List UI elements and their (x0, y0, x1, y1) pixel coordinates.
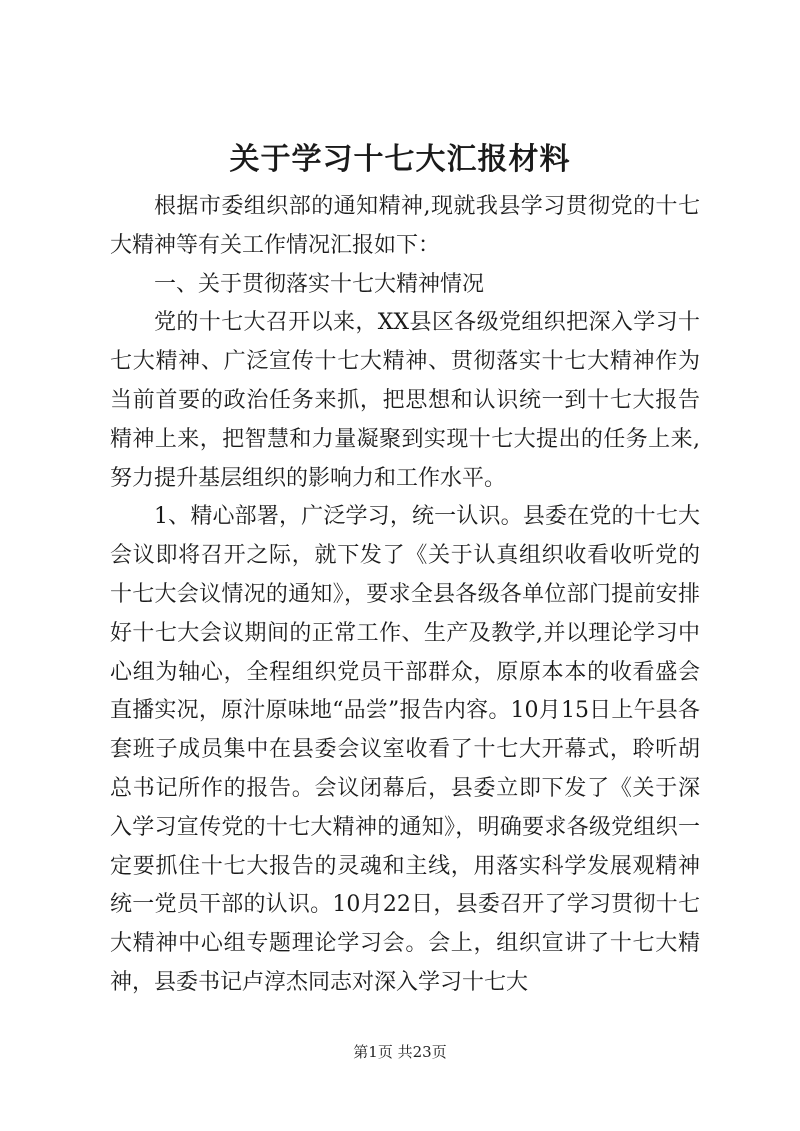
document-title: 关于学习十七大汇报材料 (229, 142, 571, 177)
section-heading: 一、关于贯彻落实十七大精神情况 (154, 271, 485, 297)
page-footer: 第1页 共23页 (353, 1043, 447, 1061)
paragraph-overview: 党的十七大召开以来，XX县区各级党组织把深入学习十七大精神、广泛宣传十七大精神、贯彻落实十七大精神作为当前首要的政治任务来抓，把思想和认识统一到十七大报告精神上来，把智慧和力量凝聚到实现十七大提出的任务上来,努力提升基层组织的影响力和工作水平。 (110, 310, 700, 491)
paragraph-item-1: 1、精心部署，广泛学习，统一认识。县委在党的十七大会议即将召开之际，就下发了《关于认真组织收看收听党的十七大会议情况的通知》，要求全县各级各单位部门提前安排好十七大会议期间的正常工作、生产及教学,并以理论学习中心组为轴心，全程组织党员干部群众，原原本本的收看盛会直播实况，原汁原味地“品尝”报告内容。10月15日上午县各套班子成员集中在县委会议室收看了十七大开幕式，聆听胡总书记所作的报告。会议闭幕后，县委立即下发了《关于深入学习宣传党的十七大精神的通知》，明确要求各级党组织一定要抓住十七大报告的灵魂和主线，用落实科学发展观精神统一党员干部的认识。10月22日，县委召开了学习贯彻十七大精神中心组专题理论学习会。会上，组织宣讲了十七大精神，县委书记卢淳杰同志对深入学习十七大 (110, 504, 700, 995)
document-body (110, 188, 700, 1003)
paragraph-intro: 根据市委组织部的通知精神,现就我县学习贯彻党的十七大精神等有关工作情况汇报如下： (110, 194, 700, 258)
